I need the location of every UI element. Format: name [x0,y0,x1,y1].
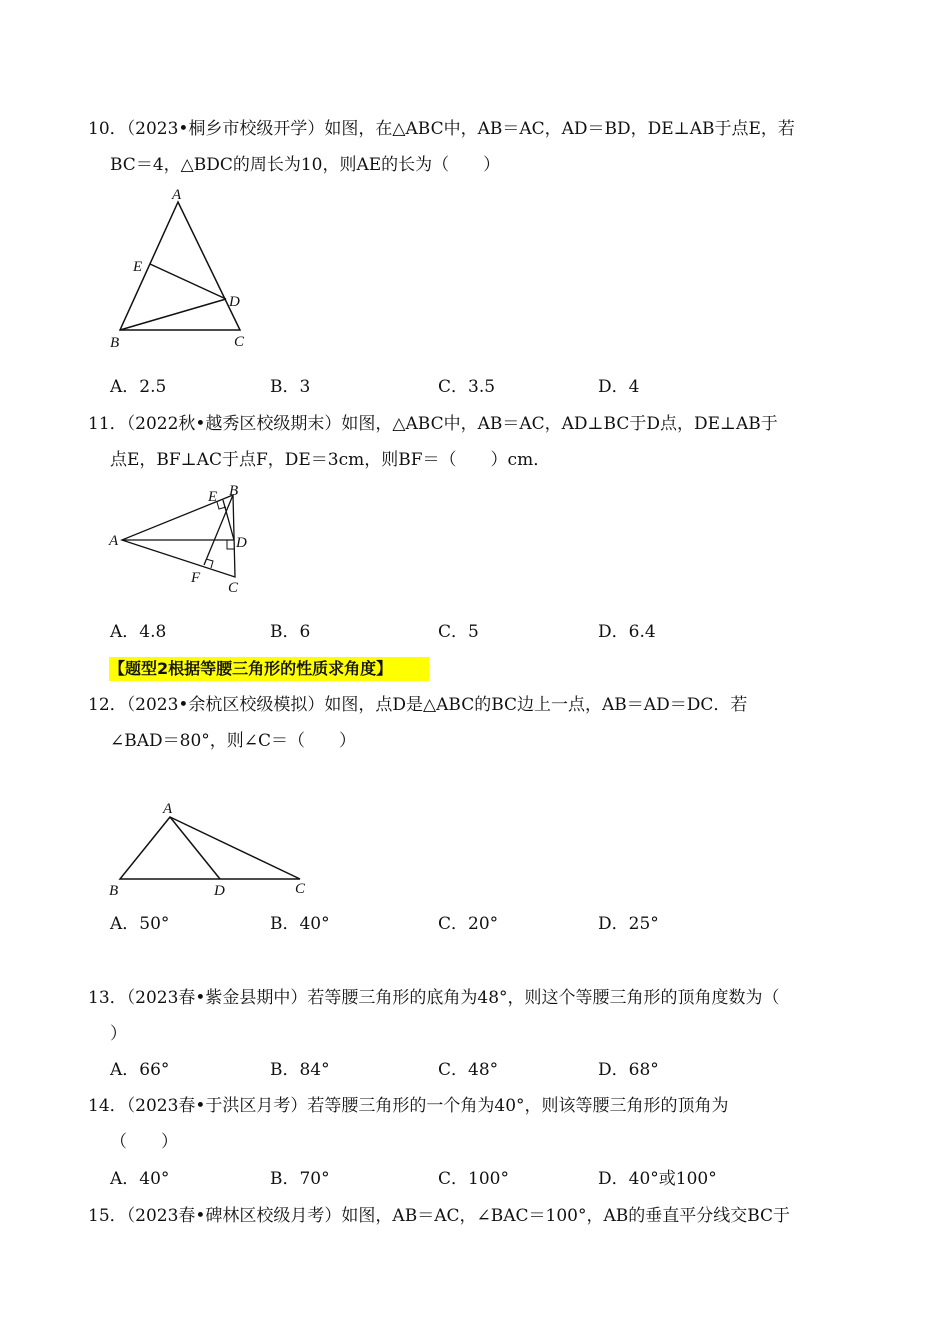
q13-option-c: C．48° [438,1060,499,1080]
q12-label-a: A [163,801,173,817]
q10-line1: 10．（2023•桐乡市校级开学）如图，在△ABC中，AB＝AC，AD＝BD，DE⊥AB于点E，若 [88,119,795,139]
q10-option-c: C．3.5 [438,377,496,397]
q11-label-e: E [208,489,218,505]
q12-figure [100,795,320,905]
q10-option-b: B．3 [270,377,311,397]
q14-option-b: B．70° [270,1169,330,1189]
q12-option-b: B．40° [270,914,330,934]
q10-label-a: A [172,187,182,203]
q12-triangle-abc [120,817,300,879]
q12-segment-ad [170,817,220,879]
q13-line2: ） [110,1024,127,1044]
q12-line2: ∠BAD＝80°，则∠C＝（ ） [110,731,357,751]
q11-label-f: F [191,570,201,586]
q11-option-d: D．6.4 [598,622,656,642]
q13-line1: 13．（2023春•紫金县期中）若等腰三角形的底角为48°，则这个等腰三角形的顶角度数为（ [88,988,780,1008]
q14-line1: 14．（2023春•于洪区月考）若等腰三角形的一个角为40°，则该等腰三角形的顶角为 [88,1096,729,1116]
q10-figure [100,185,270,355]
q12-label-c: C [295,881,306,897]
q11-option-b: B．6 [270,622,311,642]
q11-line2: 点E，BF⊥AC于点F，DE＝3cm，则BF＝（ ）cm． [110,450,551,470]
q12-option-c: C．20° [438,914,499,934]
q11-line1: 11．（2022秋•越秀区校级期末）如图，△ABC中，AB＝AC，AD⊥BC于D点，DE⊥AB于 [88,414,778,434]
q13-option-b: B．84° [270,1060,330,1080]
q11-figure [100,478,260,598]
q12-line1: 12．（2023•余杭区校级模拟）如图，点D是△ABC的BC边上一点，AB＝AD＝DC．若 [88,695,748,715]
q12-option-a: A．50° [110,914,170,934]
q11-right-angle-f [206,559,213,568]
q11-right-angle-d [227,540,234,549]
q11-label-a: A [109,533,119,549]
q11-option-c: C．5 [438,622,479,642]
q10-label-d: D [229,294,240,310]
q10-label-e: E [133,259,143,275]
q14-option-d: D．40°或100° [598,1169,717,1189]
q11-label-d: D [236,535,247,551]
q11-label-c: C [228,580,239,596]
q13-option-a: A．66° [110,1060,170,1080]
q10-label-b: B [110,335,120,351]
q10-option-d: D．4 [598,377,640,397]
q10-option-a: A．2.5 [110,377,167,397]
q11-option-a: A．4.8 [110,622,167,642]
q11-label-b: B [229,483,239,499]
q14-line2: （ ） [110,1132,178,1152]
q13-option-d: D．68° [598,1060,659,1080]
q10-segment-bd [120,299,226,330]
section-heading [109,657,429,681]
q14-option-c: C．100° [438,1169,509,1189]
q10-segment-ed [150,264,226,299]
q14-option-a: A．40° [110,1169,170,1189]
q12-label-d: D [214,883,225,899]
q10-label-c: C [234,334,245,350]
q12-option-d: D．25° [598,914,659,934]
section-heading-text: 【题型2根据等腰三角形的性质求角度】 [109,659,393,678]
q15-line1: 15．（2023春•碑林区校级月考）如图，AB＝AC，∠BAC＝100°，AB的垂直平分线交BC于 [88,1206,791,1226]
q10-line2: BC＝4，△BDC的周长为10，则AE的长为（ ） [110,155,501,175]
q12-label-b: B [109,883,119,899]
